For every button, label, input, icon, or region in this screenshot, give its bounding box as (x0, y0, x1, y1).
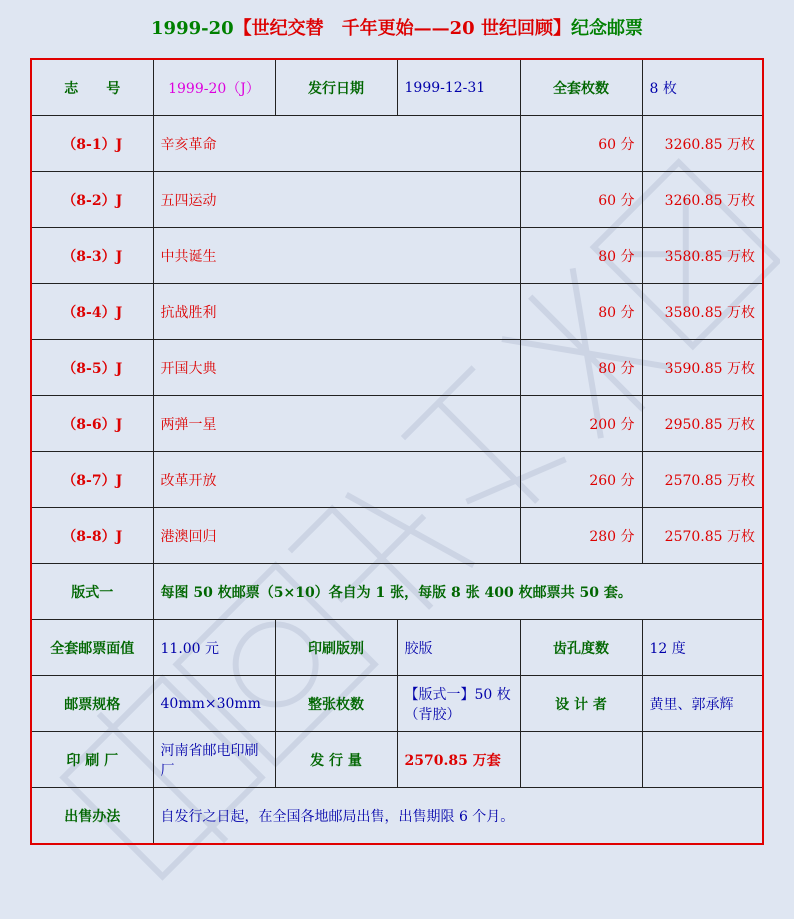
stamp-face-value: 60 分 (520, 172, 642, 228)
stamp-face-value: 60 分 (520, 116, 642, 172)
printer-value: 河南省邮电印刷厂 (153, 732, 275, 788)
stamp-row (31, 396, 763, 452)
issue-date-value: 1999-12-31 (397, 59, 520, 116)
stamp-code: （8-2）J (31, 172, 153, 228)
stamp-face-value: 80 分 (520, 340, 642, 396)
label-print-method: 印刷版别 (275, 620, 397, 676)
sale-row (31, 788, 763, 845)
title-name: 【世纪交替 千年更始——20 世纪回顾】 (233, 18, 571, 39)
stamp-name: 五四运动 (153, 172, 520, 228)
stamp-name: 抗战胜利 (153, 284, 520, 340)
stamp-name: 两弹一星 (153, 396, 520, 452)
stamp-quantity: 3260.85 万枚 (642, 116, 763, 172)
designer-value: 黄里、郭承辉 (642, 676, 763, 732)
stamp-row (31, 340, 763, 396)
header-row (31, 59, 763, 116)
stamp-name: 开国大典 (153, 340, 520, 396)
stamp-name: 改革开放 (153, 452, 520, 508)
stamp-row (31, 284, 763, 340)
perforation-value: 12 度 (642, 620, 763, 676)
label-sheet-count: 整张枚数 (275, 676, 397, 732)
stamp-code: （8-3）J (31, 228, 153, 284)
label-designer: 设 计 者 (520, 676, 642, 732)
stamp-code: （8-8）J (31, 508, 153, 564)
face-value-row (31, 620, 763, 676)
page-title (0, 14, 794, 40)
stamp-code: （8-6）J (31, 396, 153, 452)
stamp-quantity: 2570.85 万枚 (642, 452, 763, 508)
stamp-quantity: 3590.85 万枚 (642, 340, 763, 396)
label-perforation: 齿孔度数 (520, 620, 642, 676)
stamp-code: （8-7）J (31, 452, 153, 508)
label-issue-date: 发行日期 (275, 59, 397, 116)
stamp-code: （8-5）J (31, 340, 153, 396)
stamp-row (31, 172, 763, 228)
stamp-info-table (30, 58, 764, 845)
stamp-row (31, 228, 763, 284)
label-sale-method: 出售办法 (31, 788, 153, 845)
label-format: 版式一 (31, 564, 153, 620)
stamp-face-value: 80 分 (520, 228, 642, 284)
stamp-face-value: 280 分 (520, 508, 642, 564)
stamp-quantity: 2950.85 万枚 (642, 396, 763, 452)
label-code: 志 号 (31, 59, 153, 116)
stamp-row (31, 508, 763, 564)
label-printer: 印 刷 厂 (31, 732, 153, 788)
stamp-row (31, 452, 763, 508)
stamp-row (31, 116, 763, 172)
format-row (31, 564, 763, 620)
sale-method-text: 自发行之日起，在全国各地邮局出售，出售期限 6 个月。 (153, 788, 763, 845)
stamp-face-value: 260 分 (520, 452, 642, 508)
stamp-code: （8-1）J (31, 116, 153, 172)
label-stamp-size: 邮票规格 (31, 676, 153, 732)
issue-volume-value: 2570.85 万套 (397, 732, 520, 788)
set-count-value: 8 枚 (642, 59, 763, 116)
stamp-name: 中共诞生 (153, 228, 520, 284)
stamp-name: 港澳回归 (153, 508, 520, 564)
stamp-quantity: 3580.85 万枚 (642, 228, 763, 284)
stamp-name: 辛亥革命 (153, 116, 520, 172)
empty-cell (642, 732, 763, 788)
spec-row (31, 676, 763, 732)
stamp-code: （8-4）J (31, 284, 153, 340)
title-suffix: 纪念邮票 (570, 18, 643, 39)
stamp-size-value: 40mm×30mm (153, 676, 275, 732)
stamp-quantity: 3580.85 万枚 (642, 284, 763, 340)
label-set-count: 全套枚数 (520, 59, 642, 116)
label-issue-volume: 发 行 量 (275, 732, 397, 788)
stamp-face-value: 80 分 (520, 284, 642, 340)
stamp-face-value: 200 分 (520, 396, 642, 452)
set-face-value: 11.00 元 (153, 620, 275, 676)
format-text: 每图 50 枚邮票（5×10）各自为 1 张，每版 8 张 400 枚邮票共 50 套。 (153, 564, 763, 620)
print-method-value: 胶版 (397, 620, 520, 676)
stamp-quantity: 2570.85 万枚 (642, 508, 763, 564)
title-prefix: 1999-20 (151, 18, 234, 39)
empty-cell (520, 732, 642, 788)
stamp-quantity: 3260.85 万枚 (642, 172, 763, 228)
code-value: 1999-20（J） (153, 59, 275, 116)
sheet-count-value: 【版式一】50 枚（背胶） (397, 676, 520, 732)
label-set-face-value: 全套邮票面值 (31, 620, 153, 676)
printer-row (31, 732, 763, 788)
